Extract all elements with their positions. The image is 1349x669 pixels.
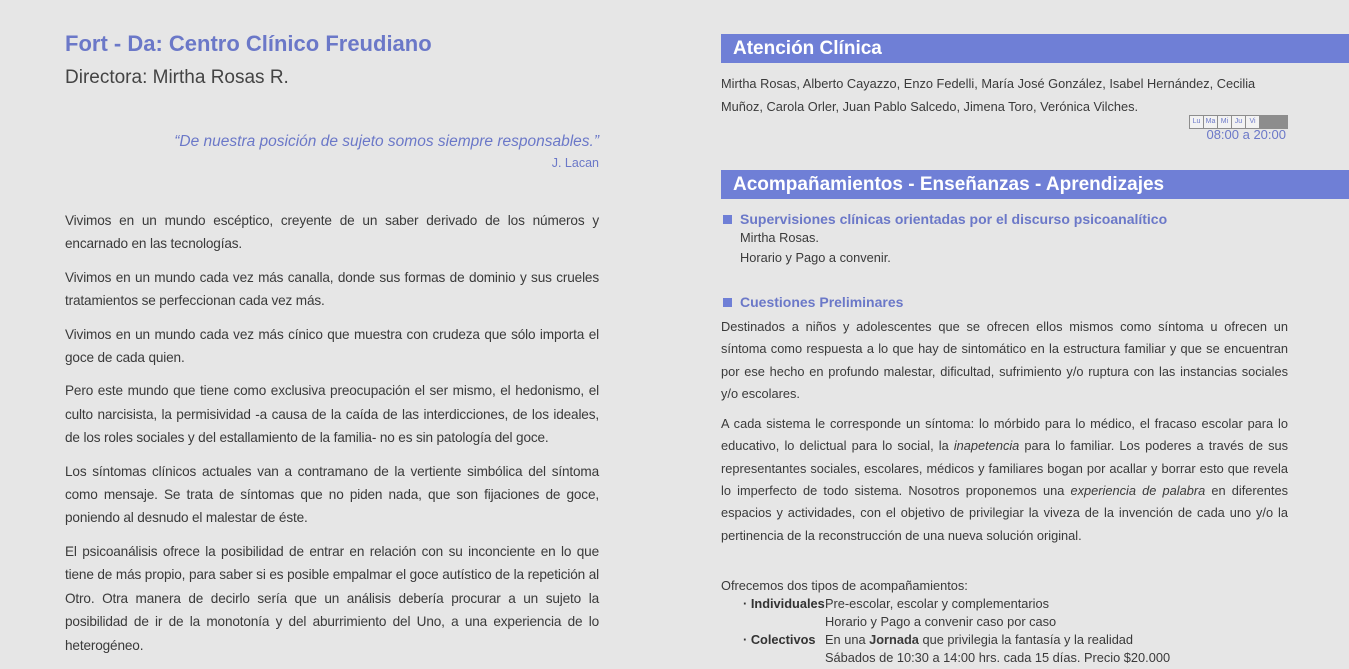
supervisions-line: Mirtha Rosas. [740, 230, 819, 245]
offer-label: · Colectivos [743, 631, 816, 647]
preliminaries-title [723, 294, 1349, 310]
text: que privilegia la fantasía y la realidad [918, 631, 1134, 647]
offer-collective [721, 631, 1288, 667]
section-header: Acompañamientos - Enseñanzas - Aprendizajes [721, 170, 1349, 199]
paragraph: El psicoanálisis ofrece la posibilidad de entrar en relación con su inconciente en lo que tiene de más propio, para saber si es posible empalmar el goce autístico de la repetición al Otro. Otra manera de decirlo sería que un análisis debería procurar a un sujeto la posibilidad de ir de la monotonía y del aburrimiento del Uno, a una experiencia de lo heterogéneo. [65, 543, 599, 653]
text: En una [825, 631, 870, 647]
day-thu: Ju [1232, 116, 1246, 128]
text: para lo familiar. Los poderes a través de sus representantes sociales, escolares, médicos y familiares bogan por acallar y borrar esto que revela lo imperfecto de todo sistema. Nosotros proponemos una [721, 438, 1288, 499]
intro-paragraphs [65, 209, 599, 657]
clinic-header: Atención Clínica [721, 34, 1349, 63]
offer-block [721, 577, 1288, 667]
offer-line: Sábados de 10:30 a 14:00 hrs. cada 15 días. Precio $20.000 [825, 649, 1171, 665]
right-column [721, 34, 1349, 667]
staff-list: Mirtha Rosas, Alberto Cayazzo, Enzo Fedelli, María José González, Isabel Hernández, Cecilia Muñoz, Carola Orler, Juan Pablo Salcedo, Jimena Toro, Verónica Vilches. [721, 76, 1256, 114]
emphasis: experiencia de palabra [1070, 483, 1206, 499]
preliminaries-title-text: Cuestiones Preliminares [740, 294, 904, 310]
page-title: Fort - Da: Centro Clínico Freudiano [65, 31, 432, 56]
square-bullet-icon [723, 298, 732, 307]
day-fri: Vi [1246, 116, 1260, 128]
day-tue: Ma [1204, 116, 1218, 128]
preliminaries-body [721, 316, 1288, 547]
director-line: Directora: Mirtha Rosas R. [65, 67, 289, 88]
offer-desc [825, 595, 1056, 631]
offer-line [825, 631, 1170, 649]
supervisions-body [740, 228, 1349, 268]
text: A cada sistema le corresponde un síntoma: lo mórbido para lo médico, el fracaso escolar para lo educativo, lo delictual para lo social, la [721, 416, 1288, 454]
emphasis: inapetencia [953, 438, 1020, 454]
left-column [65, 30, 599, 667]
quote-author: J. Lacan [551, 156, 599, 170]
square-bullet-icon [723, 215, 732, 224]
day-wed: Mi [1218, 116, 1232, 128]
paragraph: Los síntomas clínicos actuales van a contramano de la vertiente simbólica del síntoma como mensaje. Se trata de síntomas que no piden nada, que son fijaciones de goce, poniendo al desnudo el malestar de éste. [65, 463, 599, 526]
emphasis: Jornada [869, 631, 919, 647]
supervisions-line: Horario y Pago a convenir. [740, 250, 891, 265]
paragraph: Vivimos en un mundo cada vez más canalla, donde sus formas de dominio y sus crueles tratamientos se perfeccionan cada vez más. [65, 269, 599, 309]
offer-intro: Ofrecemos dos tipos de acompañamientos: [721, 577, 968, 593]
offer-label: · Individuales [743, 595, 825, 611]
schedule [721, 118, 1349, 142]
opening-hours: 08:00 a 20:00 [1206, 127, 1286, 142]
offer-line: Horario y Pago a convenir caso por caso [825, 613, 1057, 629]
paragraph: Vivimos en un mundo escéptico, creyente de un saber derivado de los números y encarnado en las tecnologías. [65, 213, 599, 252]
offer-desc [825, 631, 1170, 667]
paragraph: Destinados a niños y adolescentes que se ofrecen ellos mismos como síntoma u ofrecen un síntoma como respuesta a lo que hay de sintomático en la estructura familiar y que se encuentran por ese hecho en profundo malestar, dificultad, sufrimiento y/o ruptura con las instancias sociales y/o escolares. [721, 319, 1288, 401]
quote-text: “De nuestra posición de sujeto somos siempre responsables.” [174, 133, 599, 150]
day-mon: Lu [1190, 116, 1204, 128]
offer-line: Pre-escolar, escolar y complementarios [825, 595, 1050, 611]
supervisions-title-text: Supervisiones clínicas orientadas por el discurso psicoanalítico [740, 211, 1168, 227]
supervisions-title [723, 211, 1349, 227]
text: en diferentes espacios y actividades, con el objetivo de privilegiar la viveza de la invención de cada uno y/o la pertinencia de la reconstrucción de una nueva solución original. [721, 483, 1288, 543]
offer-individual [721, 595, 1288, 631]
paragraph: Vivimos en un mundo cada vez más cínico que muestra con crudeza que sólo importa el goce de cada quien. [65, 326, 599, 366]
paragraph: Pero este mundo que tiene como exclusiva preocupación el ser mismo, el hedonismo, el culto narcisista, la permisividad -a causa de la caída de las interdicciones, de los ideales, de los roles sociales y del estallamiento de la familia- no es sin patología del goce. [65, 383, 599, 446]
paragraph [721, 413, 1288, 547]
